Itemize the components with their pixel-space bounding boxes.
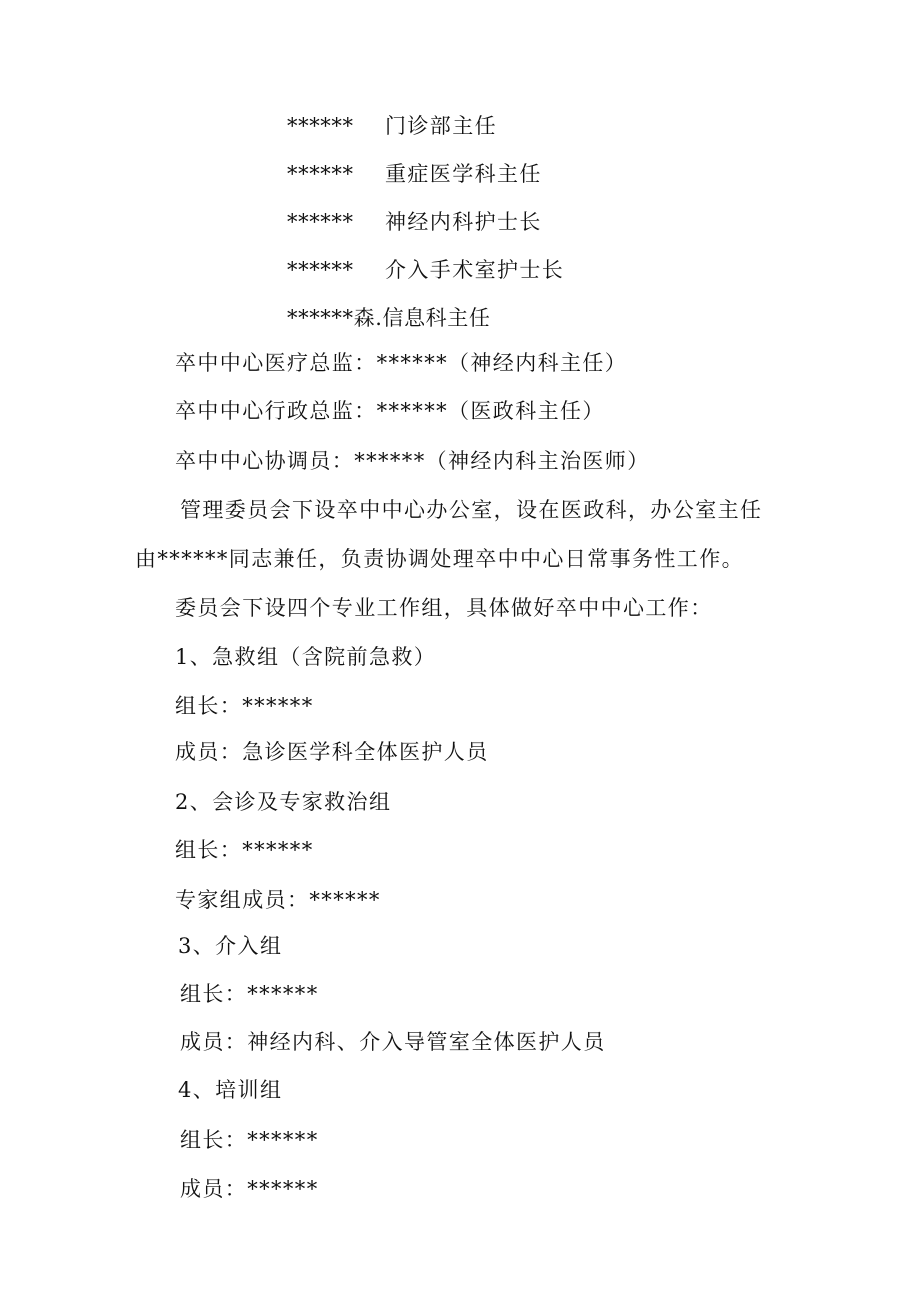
member-name: ****** [287, 258, 354, 282]
member-name: ****** [287, 114, 354, 138]
administrative-director-line: 卒中中心行政总监：******（医政科主任） [175, 399, 605, 423]
group-members: 成员：神经内科、介入导管室全体医护人员 [180, 1030, 606, 1054]
group-leader: 组长：****** [180, 1128, 319, 1152]
group-members: 成员：****** [180, 1177, 319, 1201]
coordinator-line: 卒中中心协调员：******（神经内科主治医师） [175, 449, 650, 473]
member-name: ****** [287, 162, 354, 186]
group-leader: 组长：****** [175, 838, 314, 862]
group-members: 专家组成员：****** [175, 888, 381, 912]
office-paragraph-line-1: 管理委员会下设卒中中心办公室，设在医政科，办公室主任 [180, 498, 763, 522]
groups-intro: 委员会下设四个专业工作组，具体做好卒中中心工作： [175, 596, 713, 620]
group-title: 1、急救组（含院前急救） [175, 645, 437, 669]
group-leader: 组长：****** [180, 982, 319, 1006]
group-title: 4、培训组 [178, 1078, 283, 1102]
member-role: 介入手术室护士长 [385, 258, 565, 282]
group-title: 2、会诊及专家救治组 [175, 790, 392, 814]
office-paragraph-line-2: 由******同志兼任，负责协调处理卒中中心日常事务性工作。 [135, 547, 744, 571]
group-members: 成员：急诊医学科全体医护人员 [175, 740, 489, 764]
member-role: 神经内科护士长 [385, 210, 542, 234]
committee-member-row-last: ******森.信息科主任 [287, 306, 491, 330]
member-role: 门诊部主任 [385, 114, 497, 138]
member-name: ****** [287, 210, 354, 234]
group-title: 3、介入组 [178, 934, 283, 958]
member-role: 重症医学科主任 [385, 162, 542, 186]
medical-director-line: 卒中中心医疗总监：******（神经内科主任） [175, 351, 628, 375]
group-leader: 组长：****** [175, 694, 314, 718]
